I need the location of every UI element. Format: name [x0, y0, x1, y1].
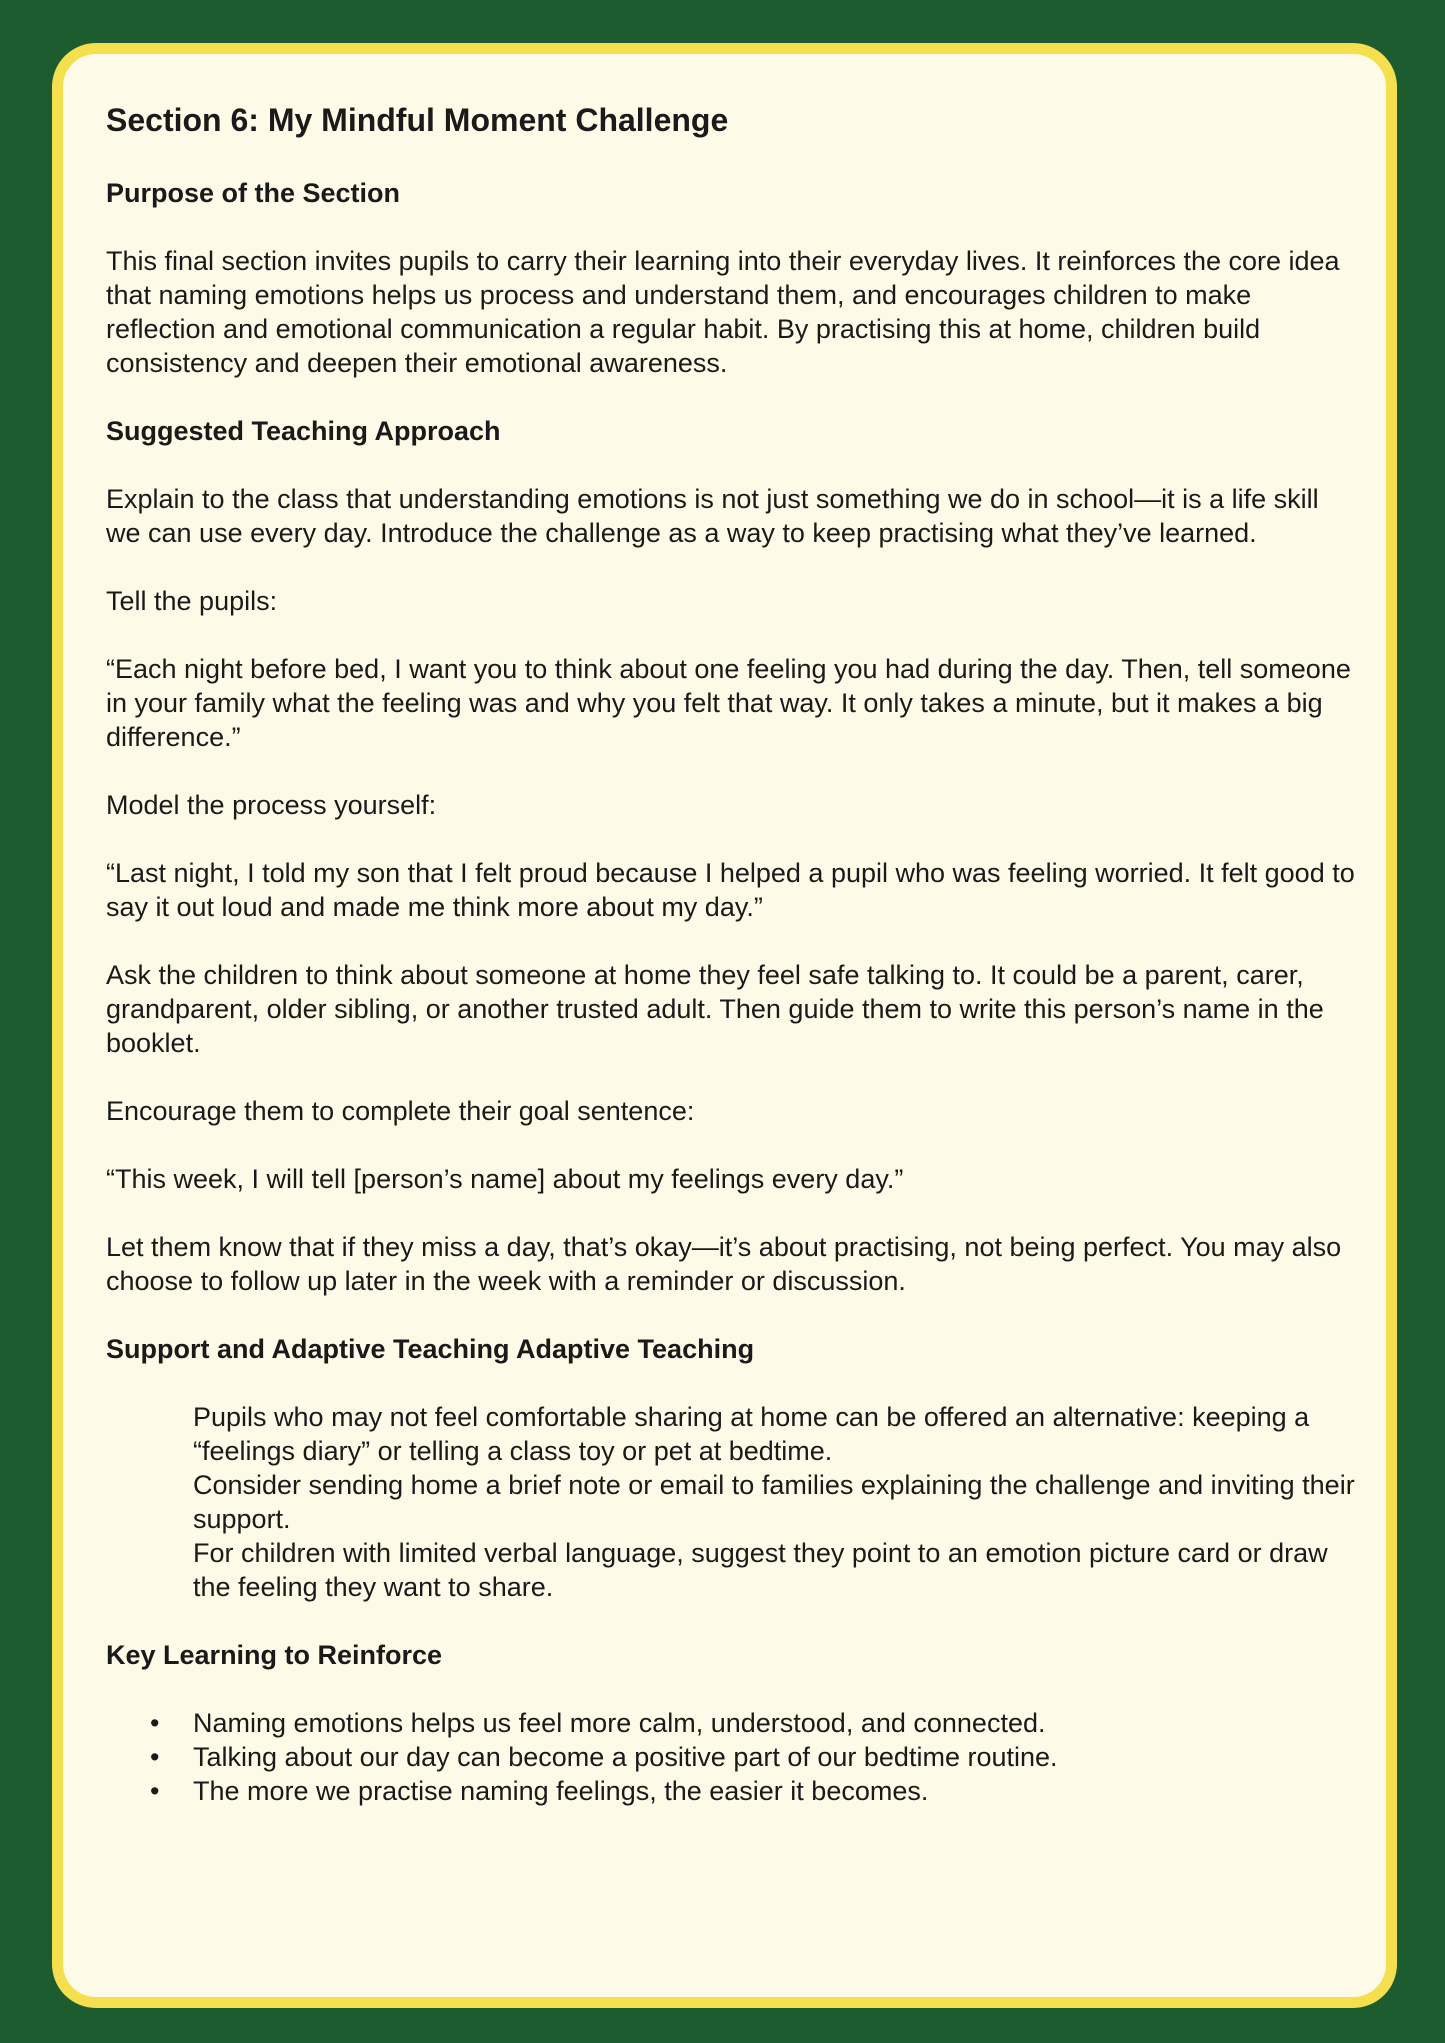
list-item-text: Naming emotions helps us feel more calm, understood, and connected. [193, 1708, 1046, 1738]
support-item: Pupils who may not feel comfortable sharing at home can be offered an alternative: keeping a “feelings diary” or telling a class toy or pet at bedtime. [193, 1402, 1310, 1466]
list-item-text: The more we practise naming feelings, the easier it becomes. [193, 1776, 929, 1806]
support-heading: Support and Adaptive Teaching Adaptive Teaching [106, 1334, 755, 1364]
support-item: Consider sending home a brief note or email to families explaining the challenge and inviting their support. [193, 1470, 1355, 1534]
list-item [106, 1740, 1356, 1774]
approach-quote: “Each night before bed, I want you to think about one feeling you had during the day. Then, tell someone in your family what the feeling was and why you felt that way. It only takes a minute, but it makes a big difference.” [106, 654, 1351, 752]
approach-quote: “This week, I will tell [person’s name] about my feelings every day.” [106, 1164, 904, 1194]
approach-heading: Suggested Teaching Approach [106, 416, 501, 446]
approach-paragraph: Encourage them to complete their goal sentence: [106, 1096, 695, 1126]
page-title: Section 6: My Mindful Moment Challenge [106, 102, 729, 138]
approach-paragraph: Explain to the class that understanding emotions is not just something we do in school—it is a life skill we can use every day. Introduce the challenge as a way to keep practising what they’ve learned. [106, 484, 1319, 548]
list-item [106, 1706, 1356, 1740]
bullet-icon: • [150, 1708, 160, 1738]
purpose-heading: Purpose of the Section [106, 178, 401, 208]
key-learning-heading: Key Learning to Reinforce [106, 1640, 443, 1670]
document-content [106, 98, 1356, 1808]
purpose-paragraph: This final section invites pupils to carry their learning into their everyday lives. It reinforces the core idea that naming emotions helps us process and understand them, and encourages children to make reflection and emotional communication a regular habit. By practising this at home, children build consistency and deepen their emotional awareness. [106, 246, 1340, 378]
approach-paragraph: Let them know that if they miss a day, that’s okay—it’s about practising, not being perfect. You may also choose to follow up later in the week with a reminder or discussion. [106, 1232, 1342, 1296]
support-item: For children with limited verbal language, suggest they point to an emotion picture card or draw the feeling they want to share. [193, 1538, 1328, 1602]
list-item-text: Talking about our day can become a positive part of our bedtime routine. [193, 1742, 1058, 1772]
approach-paragraph: Ask the children to think about someone at home they feel safe talking to. It could be a parent, carer, grandparent, older sibling, or another trusted adult. Then guide them to write this person’s name in the booklet. [106, 960, 1324, 1058]
key-learning-list [106, 1706, 1356, 1808]
bullet-icon: • [150, 1776, 160, 1806]
list-item [106, 1774, 1356, 1808]
bullet-icon: • [150, 1742, 160, 1772]
approach-paragraph: Model the process yourself: [106, 790, 437, 820]
approach-quote: “Last night, I told my son that I felt proud because I helped a pupil who was feeling worried. It felt good to say it out loud and made me think more about my day.” [106, 858, 1355, 922]
approach-paragraph: Tell the pupils: [106, 586, 278, 616]
support-list [193, 1400, 1356, 1604]
